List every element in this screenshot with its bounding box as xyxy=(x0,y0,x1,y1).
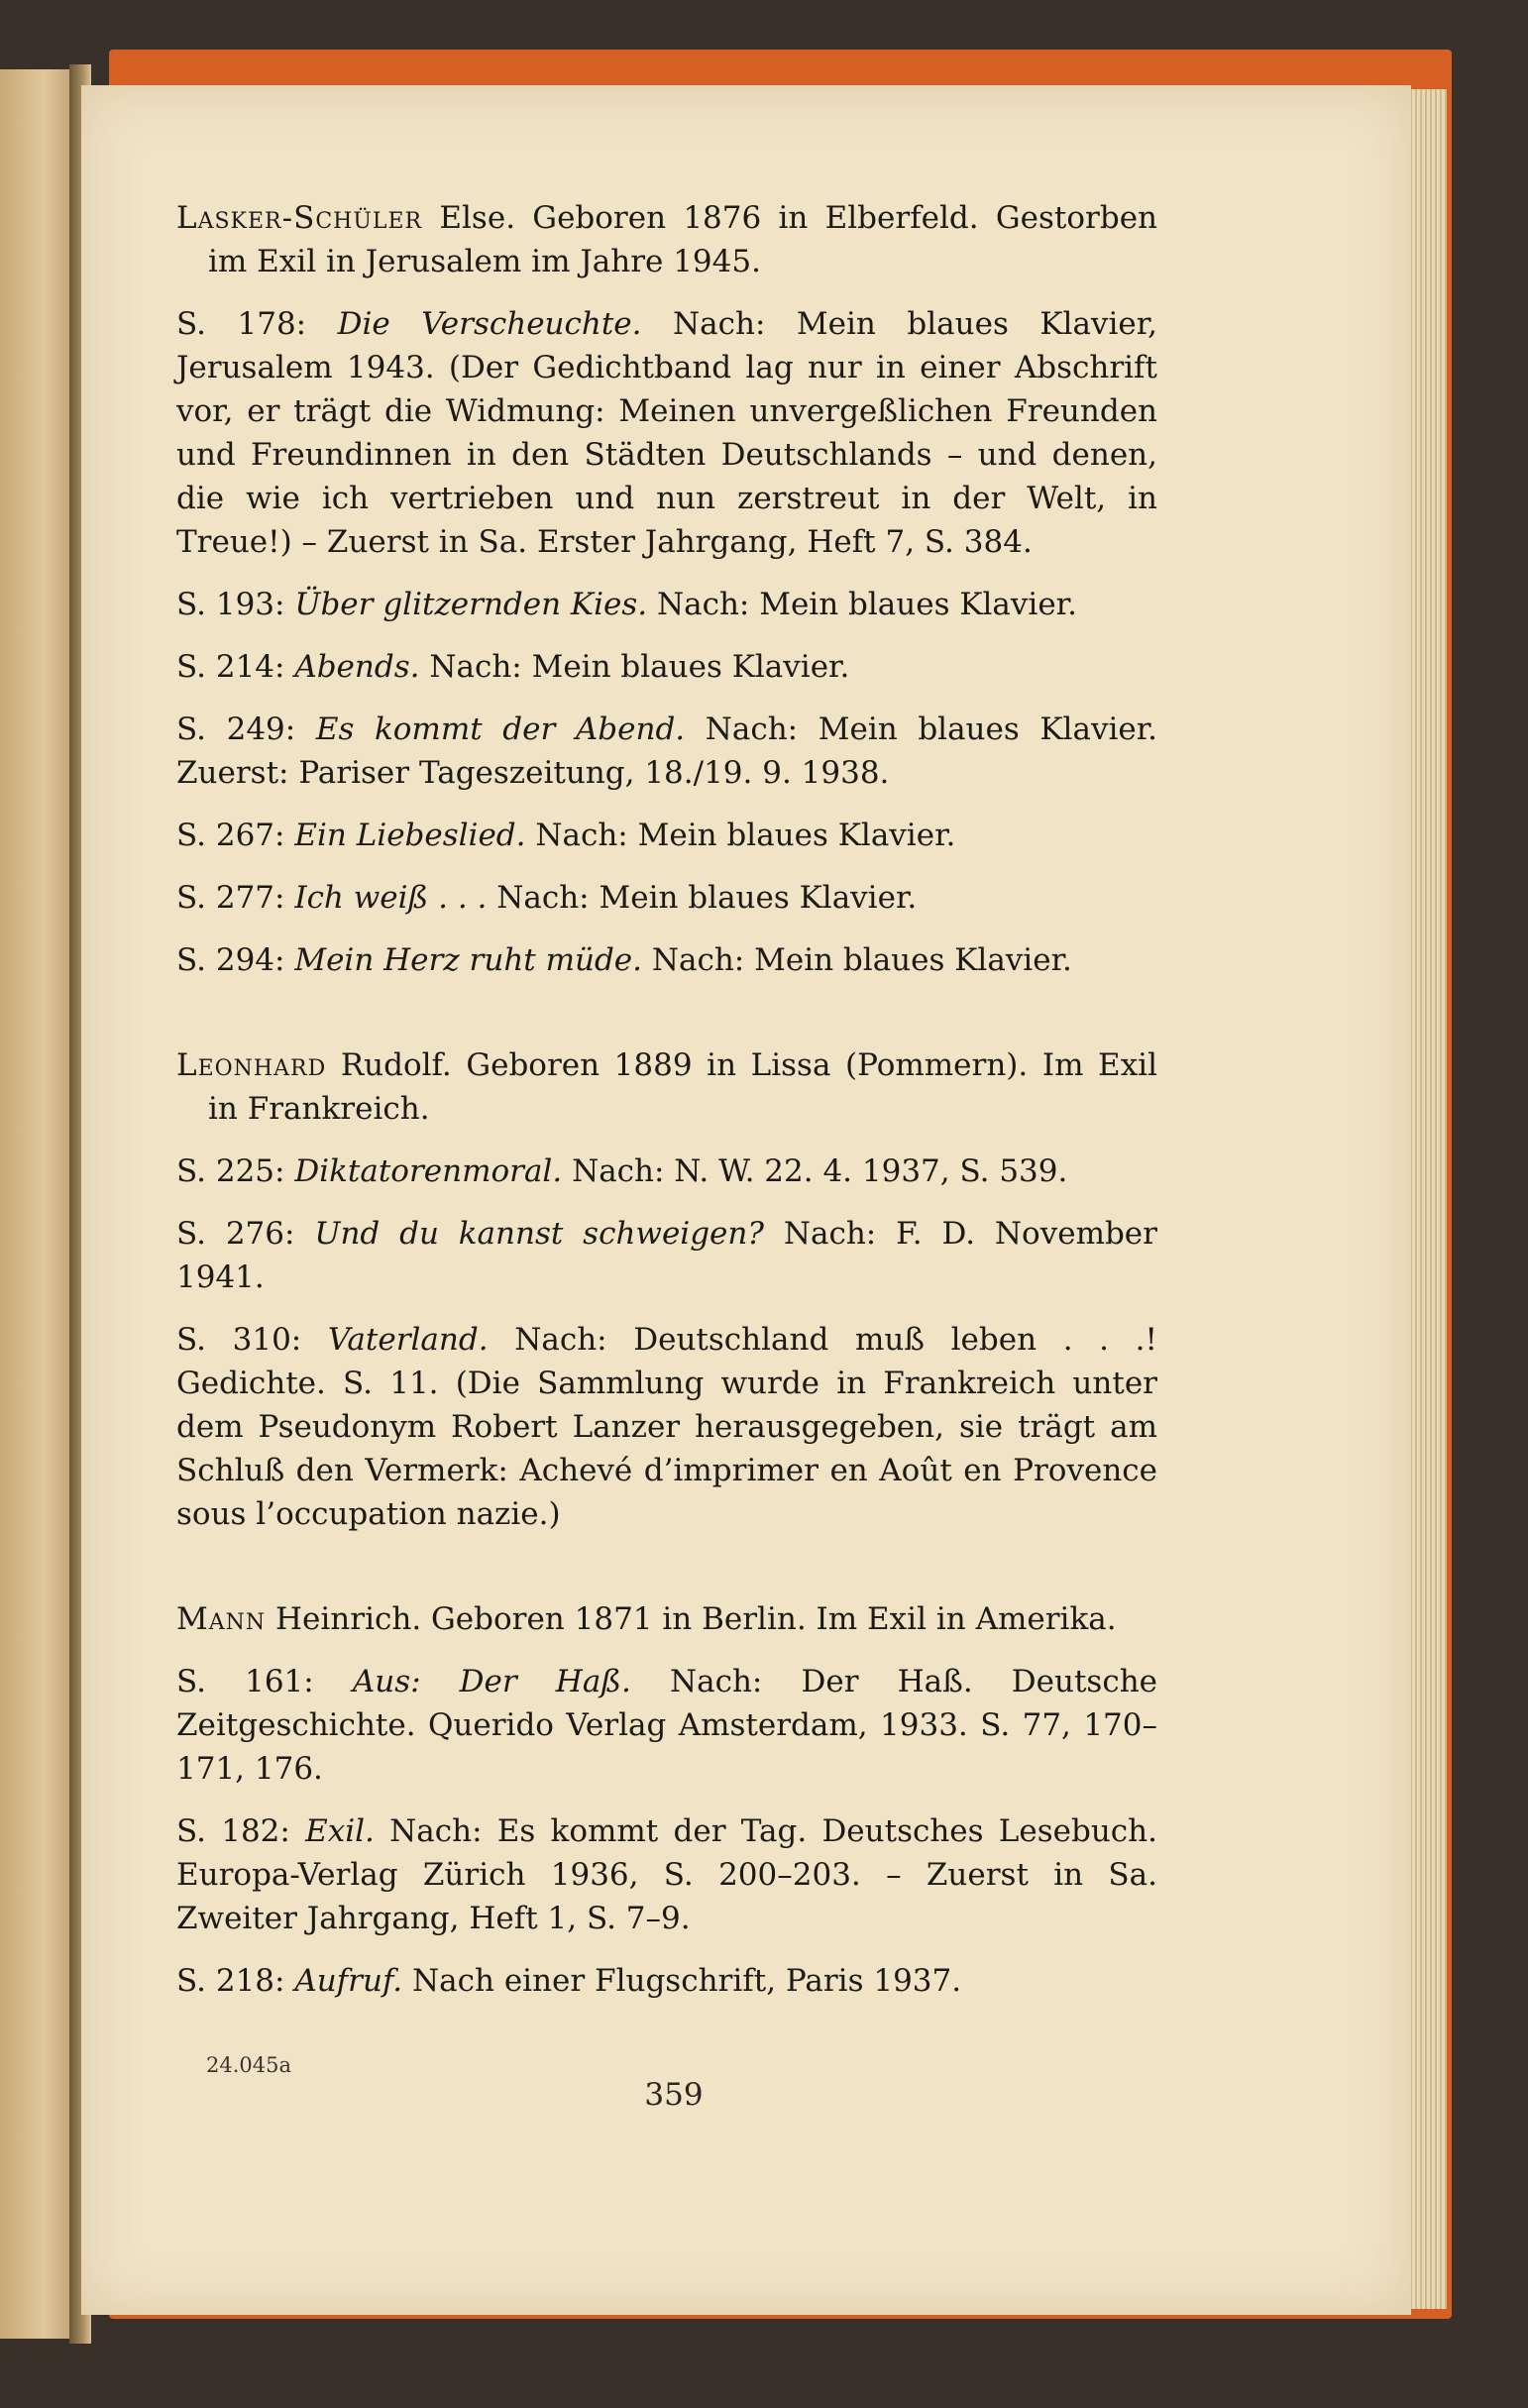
source-item xyxy=(127,583,1157,626)
source-item xyxy=(127,1149,1157,1193)
work-title: Exil. xyxy=(305,1813,375,1849)
work-title: Ich weiß . . . xyxy=(294,880,488,916)
page-ref: S. 161: xyxy=(176,1664,314,1699)
source-text: Nach: Mein blaues Klavier. xyxy=(429,649,850,685)
author-name: Leonhard xyxy=(176,1047,327,1083)
source-text: Nach: Der Haß. Deutsche Zeitgeschichte. Querido Verlag Amsterdam, 1933. S. 77, 170–171, 176. xyxy=(176,1664,1158,1787)
work-title: Abends. xyxy=(294,649,420,685)
source-text: Nach: Mein blaues Klavier. xyxy=(656,587,1077,622)
page-ref: S. 214: xyxy=(176,649,285,685)
source-item xyxy=(127,302,1157,564)
source-item xyxy=(127,708,1157,795)
source-text: Nach: Mein blaues Klavier. xyxy=(496,880,918,916)
source-item xyxy=(127,938,1157,982)
work-title: Und du kannst schweigen? xyxy=(314,1216,764,1252)
source-text: Nach: N. W. 22. 4. 1937, S. 539. xyxy=(572,1153,1068,1189)
source-item xyxy=(127,1809,1157,1940)
page-ref: S. 276: xyxy=(176,1216,295,1252)
page-ref: S. 310: xyxy=(176,1322,302,1358)
source-item xyxy=(127,876,1157,920)
page-edges xyxy=(1407,89,1447,2309)
source-text: Nach einer Flugschrift, Paris 1937. xyxy=(412,1963,962,1999)
signature-mark: 24.045a xyxy=(206,2053,291,2077)
entry-lasker-schueler xyxy=(127,196,1157,982)
source-item xyxy=(127,1660,1157,1791)
source-item xyxy=(127,814,1157,857)
page-ref: S. 277: xyxy=(176,880,285,916)
source-text: Nach: Mein blaues Klavier. Zuerst: Pariser Tageszeitung, 18./19. 9. 1938. xyxy=(176,711,1157,791)
entry-leonhard xyxy=(127,1043,1157,1536)
source-item xyxy=(127,1959,1157,2003)
source-item xyxy=(127,645,1157,689)
source-item xyxy=(127,1212,1157,1299)
source-text: Nach: Es kommt der Tag. Deutsches Lesebuch. Europa-Verlag Zürich 1936, S. 200–203. – Zuerst in Sa. Zweiter Jahrgang, Heft 1, S. 7–9. xyxy=(176,1813,1157,1936)
source-text: Nach: Deutschland muß leben . . .! Gedichte. S. 11. (Die Sammlung wurde in Frankreich unter dem Pseudonym Robert Lanzer herausgegeben, sie trägt am Schluß den Vermerk: Achevé d’imprimer en Août en Provence sous l’occupation nazie.) xyxy=(176,1322,1157,1532)
page-ref: S. 182: xyxy=(176,1813,290,1849)
source-text: Nach: Mein blaues Klavier. xyxy=(651,942,1072,978)
page-ref: S. 249: xyxy=(176,711,296,747)
work-title: Es kommt der Abend. xyxy=(315,711,686,747)
page-ref: S. 218: xyxy=(176,1963,285,1999)
work-title: Aus: Der Haß. xyxy=(352,1664,631,1699)
source-text: Nach: Mein blaues Klavier. xyxy=(535,818,956,853)
work-title: Vaterland. xyxy=(327,1322,489,1358)
work-title: Diktatorenmoral. xyxy=(294,1153,563,1189)
page-number: 359 xyxy=(644,2077,704,2113)
author-line xyxy=(127,196,1157,283)
source-text: Nach: F. D. November 1941. xyxy=(176,1216,1157,1295)
work-title: Die Verscheuchte. xyxy=(337,306,642,342)
work-title: Ein Liebeslied. xyxy=(294,818,526,853)
work-title: Mein Herz ruht müde. xyxy=(294,942,643,978)
text-block xyxy=(127,196,1157,2003)
author-line xyxy=(127,1043,1157,1131)
work-title: Aufruf. xyxy=(294,1963,403,1999)
page-ref: S. 225: xyxy=(176,1153,285,1189)
entry-mann xyxy=(127,1597,1157,2003)
source-text: Nach: Mein blaues Klavier, Jerusalem 1943. (Der Gedichtband lag nur in einer Abschrift vor, er trägt die Widmung: Meinen unvergeßlichen Freunden und Freundinnen in den Städten Deutschlands – und denen, die wie ich vertrieben und nun zerstreut in der Welt, in Treue!) – Zuerst in Sa. Erster Jahrgang, Heft 7, S. 384. xyxy=(176,306,1157,560)
author-name: Mann xyxy=(176,1601,267,1637)
author-line xyxy=(127,1597,1157,1641)
page-ref: S. 178: xyxy=(176,306,307,342)
author-description: Heinrich. Geboren 1871 in Berlin. Im Exil in Amerika. xyxy=(275,1601,1117,1637)
author-name: Lasker-Schüler xyxy=(176,200,423,236)
page-ref: S. 193: xyxy=(176,587,285,622)
page-ref: S. 294: xyxy=(176,942,285,978)
source-item xyxy=(127,1318,1157,1536)
work-title: Über glitzernden Kies. xyxy=(294,587,648,622)
page-ref: S. 267: xyxy=(176,818,285,853)
author-description: Rudolf. Geboren 1889 in Lissa (Pommern). Im Exil in Frankreich. xyxy=(208,1047,1157,1127)
author-description: Else. Geboren 1876 in Elberfeld. Gestorben im Exil in Jerusalem im Jahre 1945. xyxy=(208,200,1158,279)
